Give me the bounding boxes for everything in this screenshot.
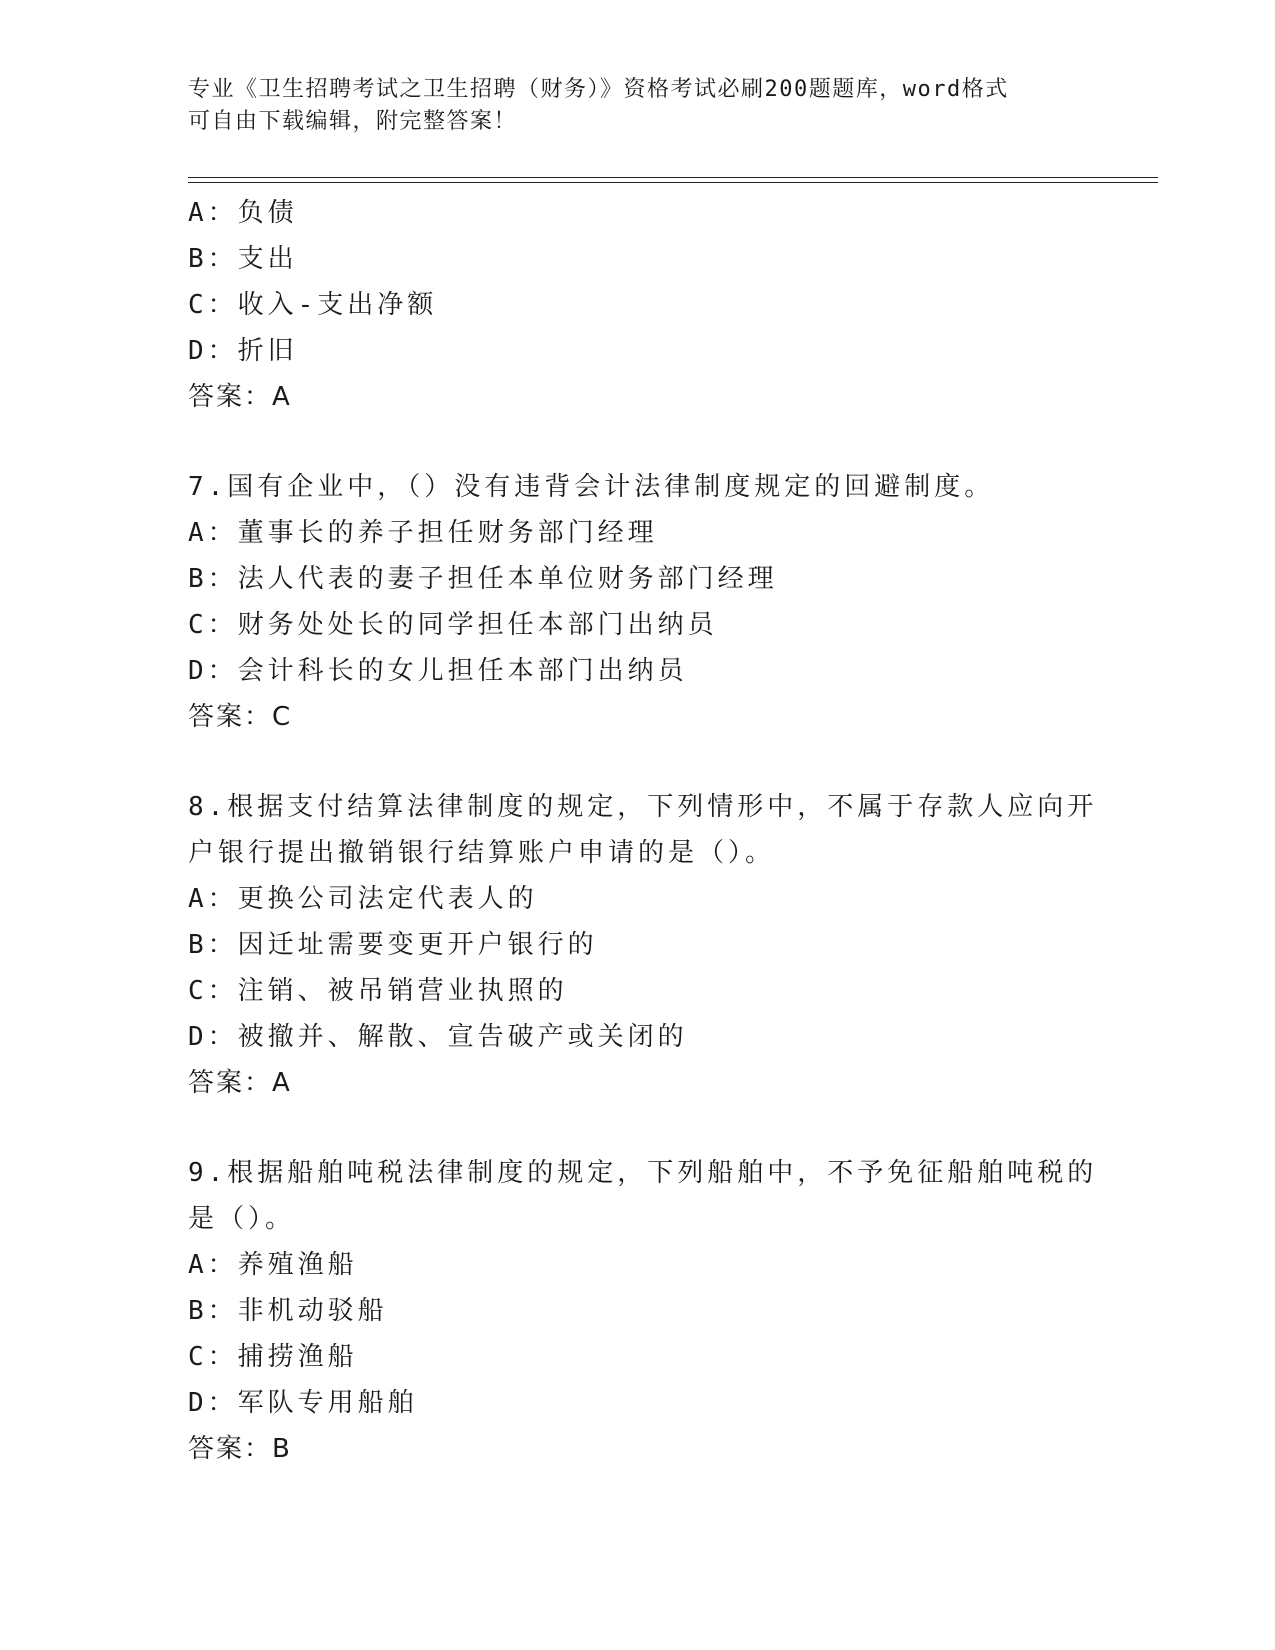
option-c: C：捕捞渔船 [188, 1342, 358, 1372]
option-a: A：董事长的养子担任财务部门经理 [188, 518, 658, 548]
header-rule-bottom [188, 182, 1158, 183]
spacer [188, 1106, 1068, 1150]
document-header [188, 74, 1068, 138]
header-line-2: 可自由下载编辑，附完整答案！ [188, 109, 518, 134]
option-d: D：会计科长的女儿担任本部门出纳员 [188, 656, 688, 686]
question-stem: 7.国有企业中，（）没有违背会计法律制度规定的回避制度。 [188, 472, 995, 502]
option-d: D：被撤并、解散、宣告破产或关闭的 [188, 1022, 688, 1052]
answer: 答案：A [188, 382, 292, 412]
question-stem-line-1: 8.根据支付结算法律制度的规定，下列情形中，不属于存款人应向开 [188, 792, 1098, 822]
header-rule-top [188, 177, 1158, 178]
option-a: A：养殖渔船 [188, 1250, 358, 1280]
question-block-7 [188, 464, 1068, 740]
option-c: C：财务处处长的同学担任本部门出纳员 [188, 610, 718, 640]
option-b: B：因迁址需要变更开户银行的 [188, 930, 598, 960]
option-b: B：非机动驳船 [188, 1296, 388, 1326]
option-d: D：折旧 [188, 336, 298, 366]
option-a: A：更换公司法定代表人的 [188, 884, 538, 914]
answer: 答案：A [188, 1068, 292, 1098]
answer: 答案：C [188, 702, 293, 732]
question-block-prev [188, 190, 1068, 420]
option-d: D：军队专用船舶 [188, 1388, 418, 1418]
question-list [188, 190, 1098, 1472]
question-stem-line-1: 9.根据船舶吨税法律制度的规定，下列船舶中，不予免征船舶吨税的 [188, 1158, 1098, 1188]
question-block-9 [188, 1150, 1098, 1472]
header-line-1: 专业《卫生招聘考试之卫生招聘（财务）》资格考试必刷200题题库，word格式 [188, 77, 1009, 102]
spacer [188, 740, 1068, 784]
option-b: B：法人代表的妻子担任本单位财务部门经理 [188, 564, 778, 594]
question-block-8 [188, 784, 1098, 1106]
answer: 答案：B [188, 1434, 292, 1464]
option-b: B：支出 [188, 244, 298, 274]
question-stem-line-2: 户银行提出撤销银行结算账户申请的是（）。 [188, 838, 776, 868]
question-stem-line-2: 是（）。 [188, 1204, 296, 1234]
spacer [188, 420, 1068, 464]
option-c: C：注销、被吊销营业执照的 [188, 976, 568, 1006]
option-c: C：收入-支出净额 [188, 290, 438, 320]
option-a: A：负债 [188, 198, 298, 228]
